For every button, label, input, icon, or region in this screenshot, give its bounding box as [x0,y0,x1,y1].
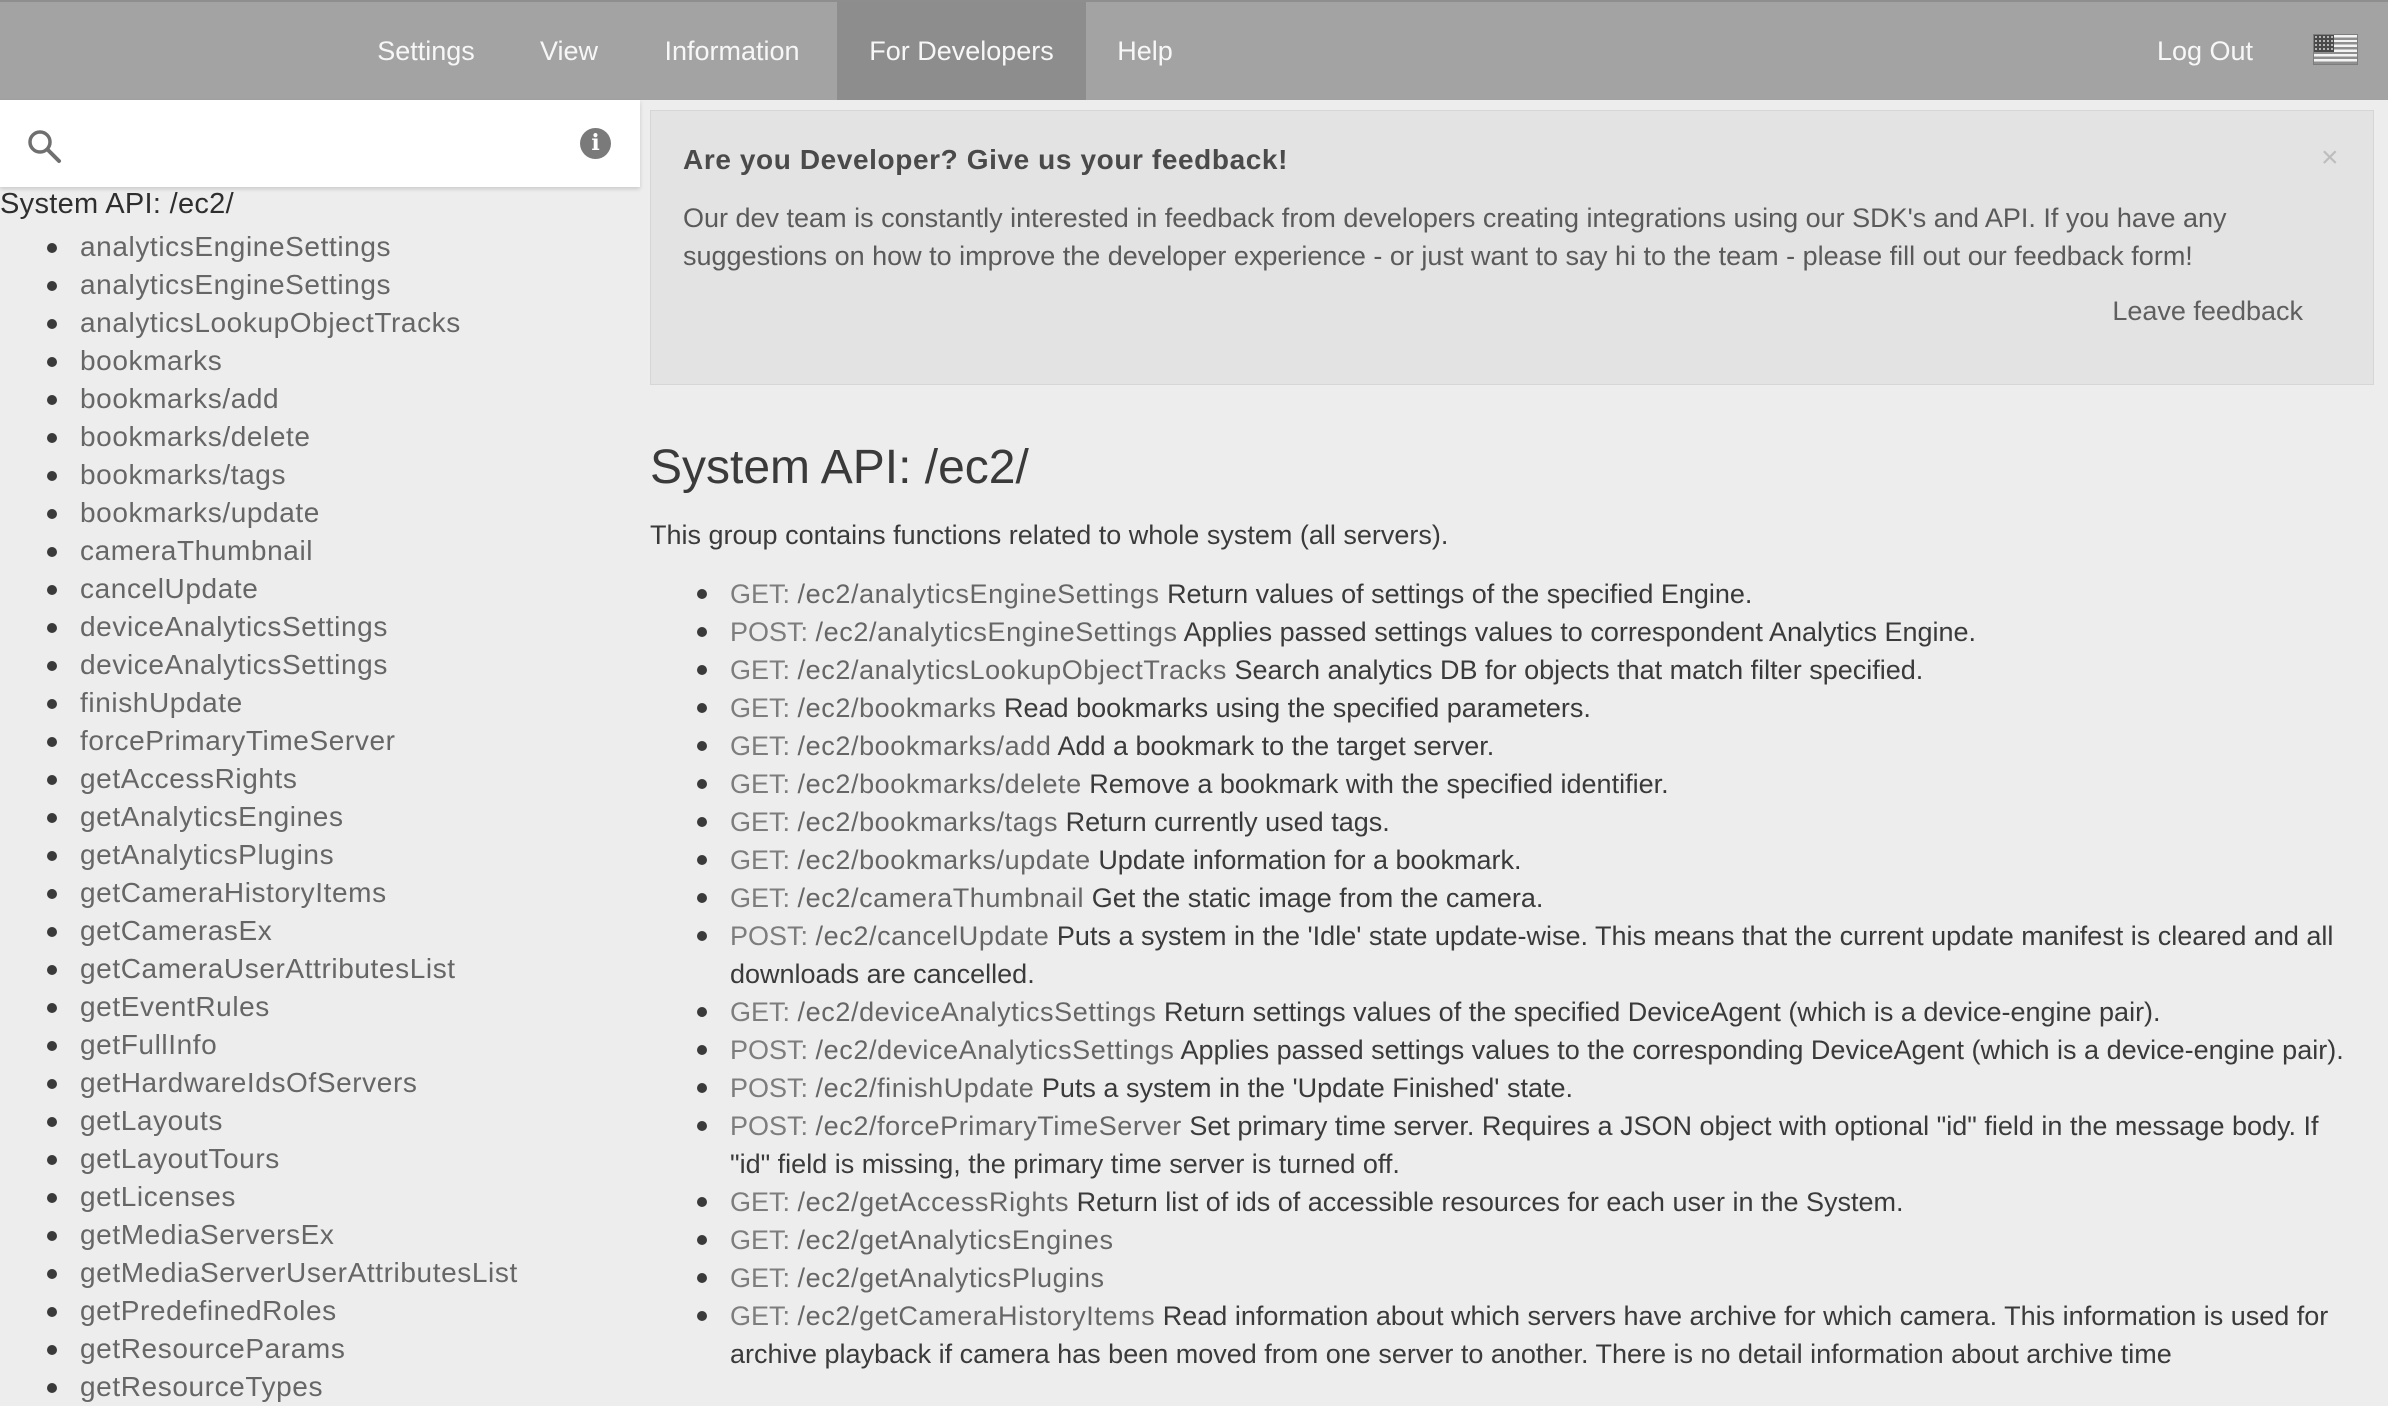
sidebar-item[interactable]: getCamerasEx [0,912,518,950]
us-flag-icon[interactable] [2313,34,2358,65]
sidebar-item[interactable]: bookmarks/update [0,494,518,532]
api-function-item [650,841,2360,879]
sidebar-item[interactable]: getLayouts [0,1102,518,1140]
http-method: POST: [730,1111,809,1141]
nav-help[interactable]: Help [1117,36,1173,66]
api-function-item [650,1297,2360,1373]
sidebar-item[interactable]: getHardwareIdsOfServers [0,1064,518,1102]
api-function-item [650,879,2360,917]
top-navigation-bar [0,0,2388,100]
http-method: GET: [730,845,791,875]
http-method: POST: [730,921,809,951]
http-method: POST: [730,1035,809,1065]
http-method: GET: [730,883,791,913]
sidebar-item[interactable]: forcePrimaryTimeServer [0,722,518,760]
http-method: GET: [730,1187,791,1217]
search-icon [26,128,62,164]
http-method: GET: [730,1225,791,1255]
sidebar-item[interactable]: getCameraHistoryItems [0,874,518,912]
nav-for-developers[interactable]: For Developers [837,2,1086,100]
api-path-link[interactable]: /ec2/deviceAnalyticsSettings [797,997,1157,1027]
sidebar-function-list [0,228,518,1406]
sidebar-item[interactable]: getAnalyticsPlugins [0,836,518,874]
http-method: GET: [730,1301,791,1331]
http-method: GET: [730,693,791,723]
api-path-link[interactable]: /ec2/getCameraHistoryItems [797,1301,1156,1331]
api-function-list [650,575,2360,1373]
api-path-link[interactable]: /ec2/bookmarks [797,693,997,723]
api-description: Read information about which servers have archive for which camera. This information is used for archive playback if camera has been moved from one server to another. There is no detail information about archive time [730,1301,2329,1369]
close-icon[interactable]: × [2321,141,2339,174]
api-description: Set primary time server. Requires a JSON object with optional "id" field in the message body. If "id" field is missing, the primary time server is turned off. [730,1111,2319,1179]
api-function-item [650,689,2360,727]
http-method: GET: [730,997,791,1027]
api-function-item [650,1069,2360,1107]
http-method: POST: [730,617,809,647]
http-method: GET: [730,731,791,761]
api-function-item [650,613,2360,651]
api-function-item [650,1107,2360,1183]
api-path-link[interactable]: /ec2/deviceAnalyticsSettings [815,1035,1175,1065]
sidebar-item[interactable]: cameraThumbnail [0,532,518,570]
http-method: GET: [730,769,791,799]
logout-button[interactable]: Log Out [2156,36,2254,66]
feedback-panel [650,110,2374,385]
sidebar-item[interactable]: getMediaServersEx [0,1216,518,1254]
api-path-link[interactable]: /ec2/finishUpdate [815,1073,1035,1103]
api-path-link[interactable]: /ec2/getAccessRights [797,1187,1070,1217]
sidebar-item[interactable]: getResourceParams [0,1330,518,1368]
sidebar-item[interactable]: getCameraUserAttributesList [0,950,518,988]
api-description: Remove a bookmark with the specified identifier. [1089,769,1669,799]
http-method: GET: [730,579,791,609]
sidebar-item[interactable]: analyticsEngineSettings [0,266,518,304]
api-path-link[interactable]: /ec2/bookmarks/tags [797,807,1059,837]
api-path-link[interactable]: /ec2/analyticsEngineSettings [797,579,1160,609]
sidebar-item[interactable]: getAccessRights [0,760,518,798]
sidebar-item[interactable]: bookmarks [0,342,518,380]
api-description: Applies passed settings values to correspondent Analytics Engine. [1183,617,1977,647]
api-function-item [650,575,2360,613]
api-path-link[interactable]: /ec2/analyticsLookupObjectTracks [797,655,1227,685]
api-path-link[interactable]: /ec2/cancelUpdate [815,921,1050,951]
sidebar-item[interactable]: bookmarks/delete [0,418,518,456]
api-description: Puts a system in the 'Idle' state update-wise. This means that the current update manifest is cleared and all downloads are cancelled. [730,921,2334,989]
api-description: Add a bookmark to the target server. [1057,731,1495,761]
http-method: GET: [730,1263,791,1293]
feedback-body: Our dev team is constantly interested in feedback from developers creating integrations using our SDK's and API. If you have any suggestions on how to improve the developer experience - or just want to say hi to the team - please fill out our feedback form! [683,203,2227,271]
nav-information[interactable]: Information [664,36,800,66]
sidebar-item[interactable]: getAnalyticsEngines [0,798,518,836]
sidebar-item[interactable]: getMediaServerUserAttributesList [0,1254,518,1292]
sidebar-item[interactable]: cancelUpdate [0,570,518,608]
nav-view[interactable]: View [539,36,599,66]
api-function-item [650,651,2360,689]
api-description: Get the static image from the camera. [1091,883,1544,913]
api-function-item [650,1031,2360,1069]
sidebar-title: System API: /ec2/ [0,188,234,220]
page-title: System API: /ec2/ [650,441,1029,494]
api-description: Return list of ids of accessible resources for each user in the System. [1076,1187,1904,1217]
sidebar-item[interactable]: bookmarks/tags [0,456,518,494]
api-path-link[interactable]: /ec2/bookmarks/delete [797,769,1082,799]
http-method: GET: [730,807,791,837]
api-function-item [650,993,2360,1031]
http-method: GET: [730,655,791,685]
sidebar-item[interactable]: analyticsLookupObjectTracks [0,304,518,342]
feedback-title: Are you Developer? Give us your feedback! [683,144,1289,175]
info-icon[interactable]: i [580,128,611,159]
api-path-link[interactable]: /ec2/forcePrimaryTimeServer [815,1111,1182,1141]
api-path-link[interactable]: /ec2/bookmarks/update [797,845,1091,875]
api-description: Applies passed settings values to the corresponding DeviceAgent (which is a device-engine pair). [1180,1035,2344,1065]
api-description: Return settings values of the specified DeviceAgent (which is a device-engine pair). [1164,997,2161,1027]
http-method: POST: [730,1073,809,1103]
api-description: Return currently used tags. [1065,807,1390,837]
sidebar-item[interactable]: getFullInfo [0,1026,518,1064]
api-path-link[interactable]: /ec2/analyticsEngineSettings [815,617,1178,647]
api-path-link[interactable]: /ec2/cameraThumbnail [797,883,1085,913]
api-function-item [650,765,2360,803]
api-function-item [650,803,2360,841]
api-function-item [650,1259,2360,1297]
sidebar-item[interactable]: deviceAnalyticsSettings [0,608,518,646]
api-description: Puts a system in the 'Update Finished' state. [1041,1073,1573,1103]
api-function-item [650,917,2360,993]
leave-feedback-link[interactable]: Leave feedback [2112,296,2303,326]
search-box [0,100,640,187]
sidebar-item[interactable]: getLicenses [0,1178,518,1216]
sidebar-item[interactable]: getPredefinedRoles [0,1292,518,1330]
sidebar-item[interactable]: getEventRules [0,988,518,1026]
search-input[interactable] [80,120,564,168]
api-path-link[interactable]: /ec2/getAnalyticsEngines [797,1225,1114,1255]
sidebar-item[interactable]: finishUpdate [0,684,518,722]
api-description: Return values of settings of the specified Engine. [1167,579,1753,609]
sidebar-item[interactable]: getResourceTypes [0,1368,518,1406]
api-function-item [650,727,2360,765]
api-function-item [650,1183,2360,1221]
api-path-link[interactable]: /ec2/bookmarks/add [797,731,1052,761]
sidebar-item[interactable]: deviceAnalyticsSettings [0,646,518,684]
api-function-item [650,1221,2360,1259]
api-description: Update information for a bookmark. [1098,845,1522,875]
nav-settings[interactable]: Settings [377,36,475,66]
api-description: Read bookmarks using the specified parameters. [1004,693,1591,723]
sidebar-item[interactable]: bookmarks/add [0,380,518,418]
api-description: Search analytics DB for objects that match filter specified. [1234,655,1924,685]
sidebar-item[interactable]: analyticsEngineSettings [0,228,518,266]
sidebar-item[interactable]: getLayoutTours [0,1140,518,1178]
api-path-link[interactable]: /ec2/getAnalyticsPlugins [797,1263,1105,1293]
page-description: This group contains functions related to whole system (all servers). [650,520,1449,550]
